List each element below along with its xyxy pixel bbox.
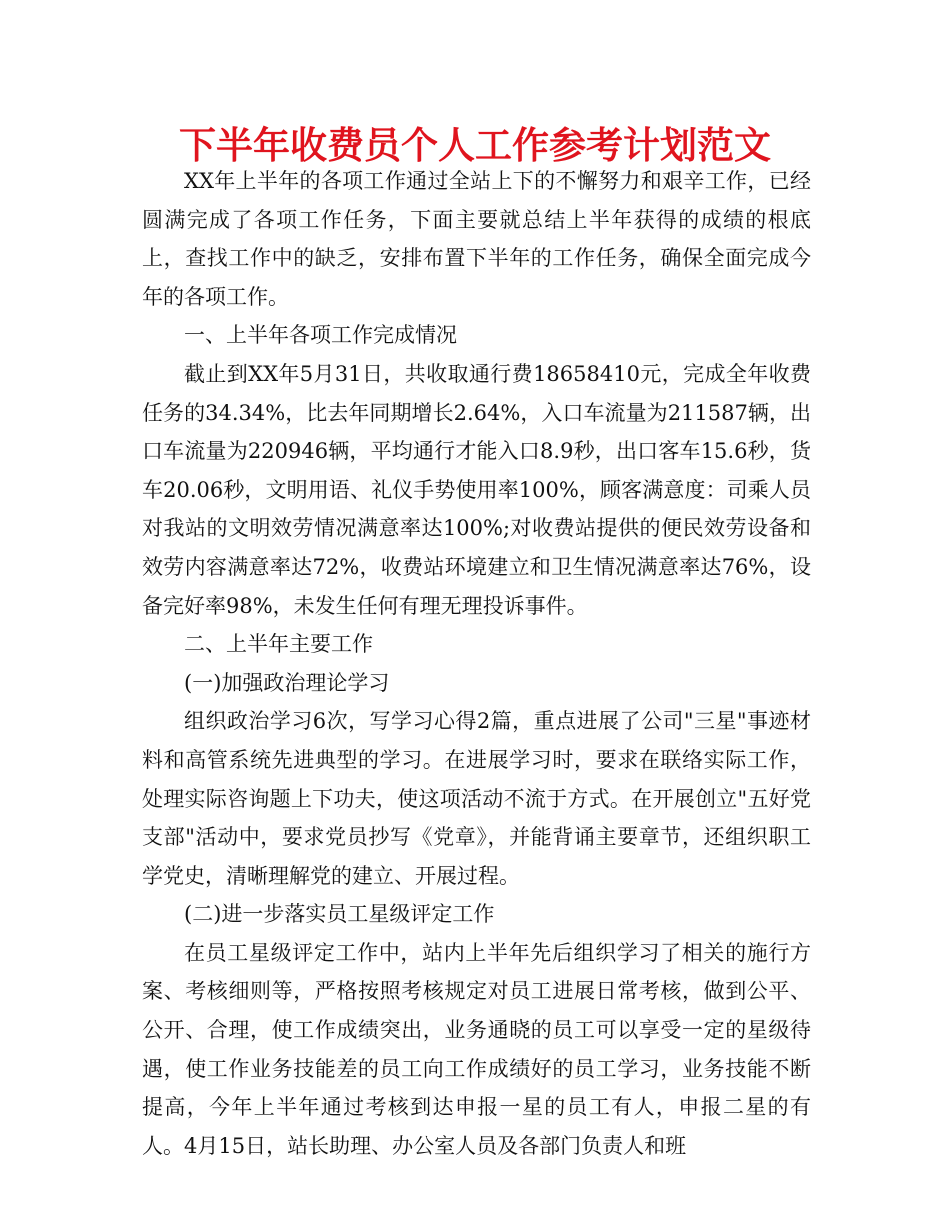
document-body: [142, 162, 811, 1165]
paragraph-intro: XX年上半年的各项工作通过全站上下的不懈努力和艰辛工作，已经圆满完成了各项工作任务，下面主要就总结上半年获得的成绩的根底上，查找工作中的缺乏，安排布置下半年的工作任务，确保全面完成今年的各项工作。: [142, 169, 811, 309]
paragraph-star-rating: 在员工星级评定工作中，站内上半年先后组织学习了相关的施行方案、考核细则等，严格按照考核规定对员工进展日常考核，做到公平、公开、合理，使工作成绩突出，业务通晓的员工可以享受一定的星级待遇，使工作业务技能差的员工向工作成绩好的员工学习，业务技能不断提高，今年上半年通过考核到达申报一星的员工有人，申报二星的有人。4月15日，站长助理、办公室人员及各部门负责人和班: [142, 940, 811, 1158]
section-heading-1: 一、上半年各项工作完成情况: [184, 323, 457, 348]
subsection-heading-1: (一)加强政治理论学习: [184, 670, 390, 695]
section-heading-2: 二、上半年主要工作: [184, 632, 373, 657]
paragraph-statistics: 截止到XX年5月31日，共收取通行费18658410元，完成全年收费任务的34.34%，比去年同期增长2.64%，入口车流量为211587辆，出口车流量为220946辆，平均通行才能入口8.9秒，出口客车15.6秒，货车20.06秒，文明用语、礼仪手势使用率100%，顾客满意度：司乘人员对我站的文明效劳情况满意率达100%;对收费站提供的便民效劳设备和效劳内容满意率达72%，收费站环境建立和卫生情况满意率达76%，设备完好率98%，未发生任何有理无理投诉事件。: [142, 361, 811, 618]
subsection-heading-2: (二)进一步落实员工星级评定工作: [184, 902, 495, 927]
paragraph-political-study: 组织政治学习6次，写学习心得2篇，重点进展了公司"三星"事迹材料和高管系统先进典型的学习。在进展学习时，要求在联络实际工作，处理实际咨询题上下功夫，使这项活动不流于方式。在开展创立"五好党支部"活动中，要求党员抄写《党章》，并能背诵主要章节，还组织职工学党史，清晰理解党的建立、开展过程。: [142, 709, 811, 888]
document-title: 下半年收费员个人工作参考计划范文: [179, 124, 771, 167]
